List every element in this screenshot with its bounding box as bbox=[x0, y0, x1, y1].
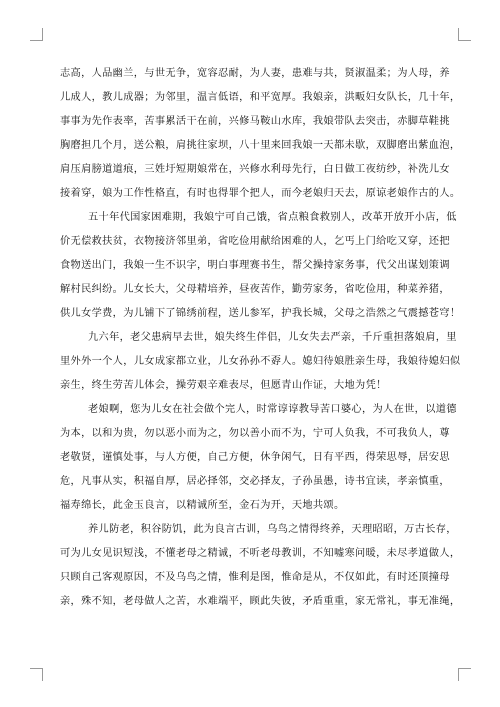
text-line: 事事为先作表率，苦事累活干在前，兴修马鞍山水库，我娘带队去突击，赤脚草鞋挑 bbox=[60, 116, 450, 127]
text-line: 只顾自己客观原因，不及乌鸟之情，惟利是图，惟命是从，不仅如此，有时还顶撞母 bbox=[60, 572, 450, 583]
paragraph bbox=[60, 398, 456, 518]
text-line: 为本，以和为贵，勿以恶小而为之，勿以善小而不为，宁可人负我，不可我负人，尊 bbox=[60, 428, 450, 439]
text-line: 食物送出门，我娘一生不识字，明白事理赛书生，帮父操持家务事，代父出谋划策调 bbox=[60, 260, 450, 271]
text-line: 福寿绵长，此金玉良言，以精诚所至，金石为开，天地共颂。 bbox=[60, 500, 345, 511]
text-line: 里外外一个人，儿女成家都立业，儿女孙孙不孬人。媳妇待娘胜亲生母，我娘待媳妇似 bbox=[60, 356, 461, 367]
paragraph bbox=[60, 326, 461, 398]
text-line: 价无偿救扶贫，衣物接济邻里弟，省吃俭用献给困难的人，乞丐上门给吃又穿，还把 bbox=[60, 236, 450, 247]
text-line: 养儿防老，积谷防饥，此为良言古训，乌鸟之情得终养，天理昭昭，万古长存， bbox=[88, 524, 457, 535]
text-line: 九六年，老父患病早去世，娘失终生伴侣，儿女失去严亲，千斤重担落娘肩，里 bbox=[88, 332, 457, 343]
text-line: 胸磨担几个月，送公粮，肩挑往家坝，八十里来回我娘一天都未歇，双脚磨出紫血泡， bbox=[60, 140, 461, 151]
crop-mark-top-left bbox=[30, 28, 43, 41]
text-line: 解村民纠纷。儿女长大，父母精培养，昼夜苦作，勤劳家务，省吃俭用，种菜养猪， bbox=[60, 284, 450, 295]
text-line: 供儿女学费，为儿铺下了锦绣前程，送儿参军，护我长城，父母之浩然之气震撼苍穹！ bbox=[60, 308, 461, 319]
text-line: 亲生，终生劳苦儿体会，操劳艰辛难表尽，但愿青山作证，大地为凭！ bbox=[60, 380, 387, 391]
text-line: 老敬贤，谨慎处事，与人方便，自己方便，休争闲气，日有平西，得荣思辱，居安思 bbox=[60, 452, 450, 463]
text-line: 儿成人，教儿成器；为邻里，温言低语，和平宽厚。我娘亲，洪畈妇女队长，几十年， bbox=[60, 92, 461, 103]
text-line: 可为儿女见识短浅，不懂老母之精诚，不听老母教训，不知嘘寒问暖，未尽孝道做人， bbox=[60, 548, 461, 559]
crop-mark-bottom-right bbox=[458, 668, 471, 681]
text-line: 肩压肩膀道道痕，三姓圩短期娘常在，兴修水利母先行，白日做工夜纺纱，补洗儿女 bbox=[60, 164, 450, 175]
text-line: 危，凡事从实，积福自厚，居必择邻，交必择友，子孙虽愚，诗书宜读，孝亲慎重， bbox=[60, 476, 450, 487]
paragraph bbox=[60, 62, 461, 206]
paragraph bbox=[60, 518, 461, 614]
crop-mark-bottom-left bbox=[30, 668, 43, 681]
text-line: 志高，人品幽兰，与世无争，宽容忍耐，为人妻，患难与共，贤淑温柔；为人母，养 bbox=[60, 68, 450, 79]
text-line: 五十年代国家困难期，我娘宁可自己饿，省点粮食救别人，改革开放开小店，低 bbox=[88, 212, 457, 223]
text-line: 接着穿，娘为工作性格直，有时也得罪个把人，而今老娘归天去，原谅老娘作古的人。 bbox=[60, 188, 461, 199]
crop-mark-top-right bbox=[458, 28, 471, 41]
text-line: 老娘啊，您为儿女在社会做个完人，时常谆谆教导苦口婆心，为人在世，以道德 bbox=[88, 404, 457, 415]
document-body bbox=[60, 62, 461, 614]
text-line: 亲，殊不知，老母做人之苦，水难端平，顾此失彼，矛盾重重，家无常礼，事无准绳， bbox=[60, 596, 461, 607]
paragraph bbox=[60, 206, 461, 326]
